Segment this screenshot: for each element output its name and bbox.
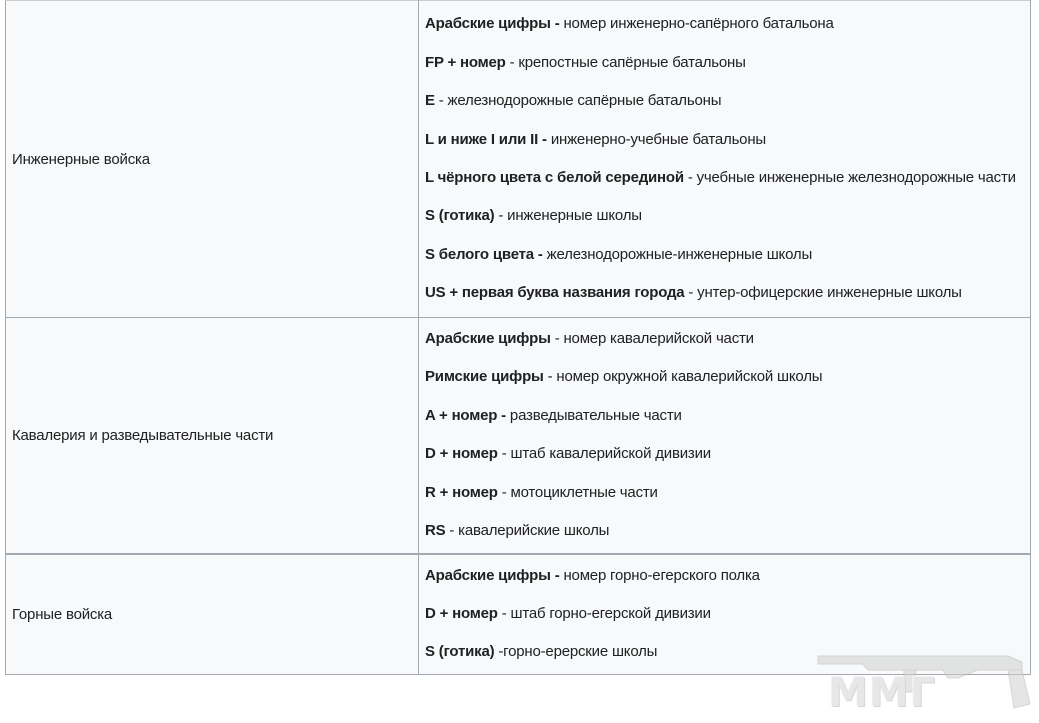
category-label: Инженерные войска bbox=[12, 150, 150, 168]
list-item: Римские цифры - номер окружной кавалерийской школы bbox=[425, 368, 823, 386]
description-cell bbox=[419, 318, 1031, 554]
category-cell bbox=[6, 554, 419, 675]
list-item: E - железнодорожные сапёрные батальоны bbox=[425, 92, 722, 110]
watermark-text: ММГ bbox=[828, 670, 937, 716]
list-item: FP + номер - крепостные сапёрные батальоны bbox=[425, 53, 746, 71]
list-item: US + первая буква названия города - унтер-офицерские инженерные школы bbox=[425, 284, 962, 302]
table-row bbox=[6, 1, 1031, 318]
table-row bbox=[6, 318, 1031, 554]
category-label: Кавалерия и разведывательные части bbox=[12, 426, 274, 444]
list-item: Арабские цифры - номер горно-егерского полка bbox=[425, 566, 760, 584]
category-cell bbox=[6, 318, 419, 554]
list-item: L и ниже I или II - инженерно-учебные батальоны bbox=[425, 130, 766, 148]
list-item: R + номер - мотоциклетные части bbox=[425, 483, 658, 501]
description-cell bbox=[419, 1, 1031, 318]
content-area bbox=[5, 0, 1031, 675]
category-label: Горные войска bbox=[12, 605, 113, 623]
list-item: Арабские цифры - номер инженерно-сапёрного батальона bbox=[425, 15, 834, 33]
list-item: RS - кавалерийские школы bbox=[425, 522, 610, 540]
list-item: S белого цвета - железнодорожные-инженерные школы bbox=[425, 245, 813, 263]
list-item: S (готика) -горно-ерерские школы bbox=[425, 643, 658, 661]
list-item: D + номер - штаб кавалерийской дивизии bbox=[425, 445, 711, 463]
list-item: D + номер - штаб горно-егерской дивизии bbox=[425, 605, 711, 623]
list-item: S (готика) - инженерные школы bbox=[425, 207, 642, 225]
list-item: A + номер - разведывательные части bbox=[425, 406, 682, 424]
category-cell bbox=[6, 1, 419, 318]
list-item: Арабские цифры - номер кавалерийской части bbox=[425, 330, 754, 348]
insignia-table bbox=[5, 0, 1031, 675]
list-item: L чёрного цвета с белой серединой - учебные инженерные железнодорожные части bbox=[425, 169, 1016, 186]
watermark bbox=[808, 648, 1032, 718]
